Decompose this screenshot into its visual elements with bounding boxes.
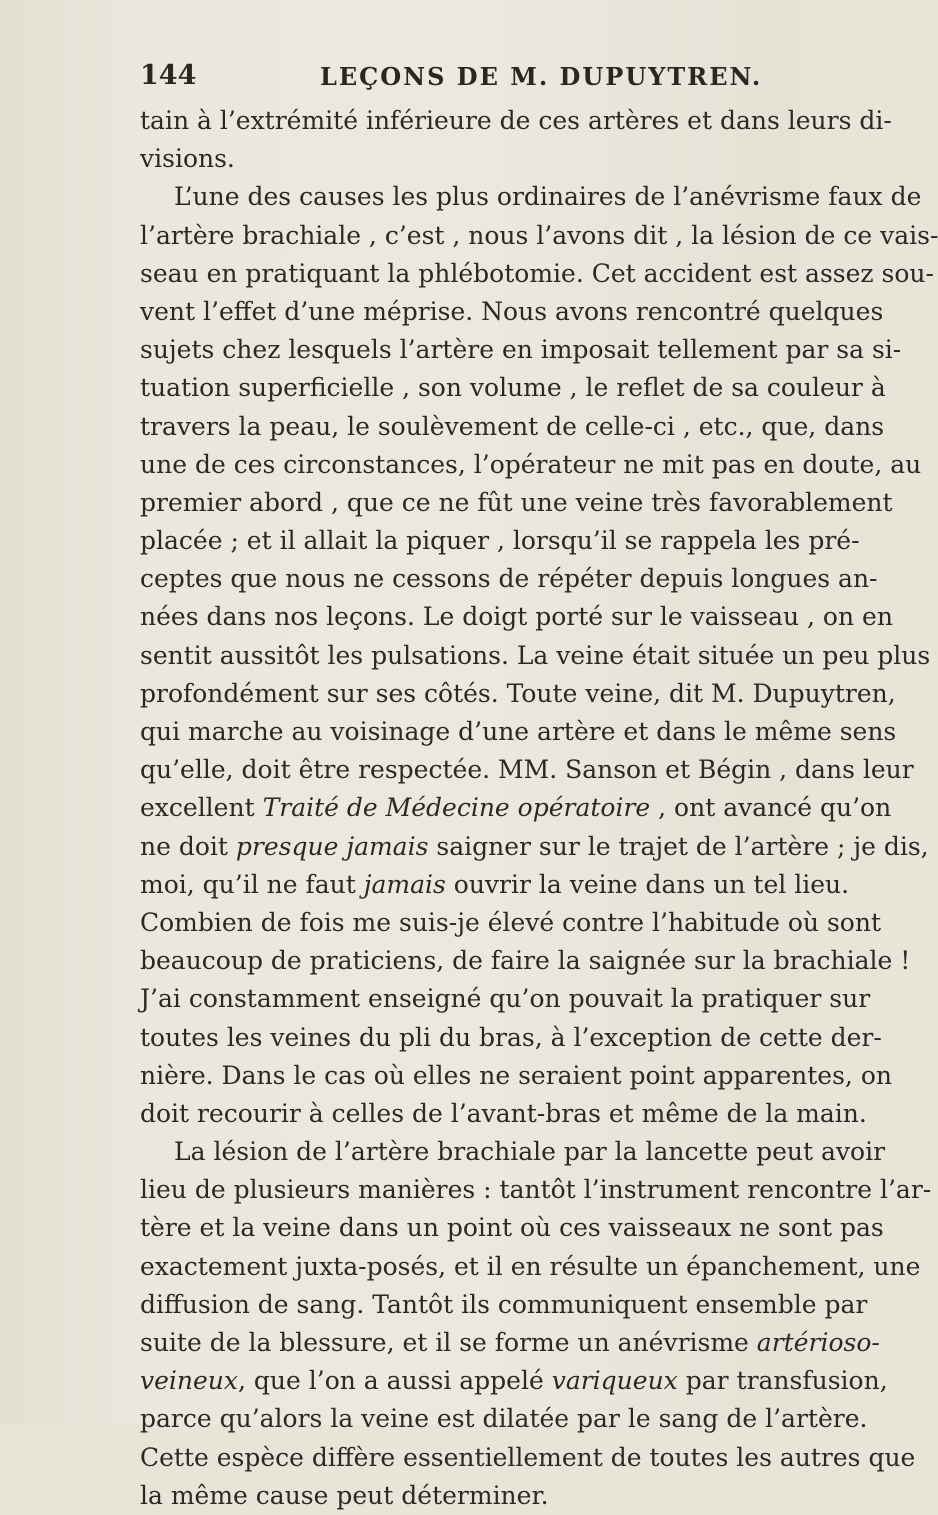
text-line: profondément sur ses côtés. Toute veine, dit M. Dupuytren, (140, 678, 896, 708)
paragraph-start-line: L’une des causes les plus ordinaires de l’anévrisme faux de (174, 182, 922, 212)
text-line: beaucoup de praticiens, de faire la saignée sur la brachiale ! (140, 946, 911, 976)
text-line: visions. (140, 144, 235, 174)
italic-term: variqueux (551, 1366, 678, 1396)
text-line: qu’elle, doit être respectée. MM. Sanson et Bégin , dans leur (140, 755, 914, 785)
text-line (140, 828, 929, 866)
text-line: tuation superficielle , son volume , le reflet de sa couleur à (140, 373, 886, 403)
text-line: ceptes que nous ne cessons de répéter depuis longues an- (140, 564, 878, 594)
text-line (140, 1324, 880, 1362)
text-run: , ont avancé qu’on (650, 793, 892, 823)
text-line: travers la peau, le soulèvement de celle-ci , etc., que, dans (140, 411, 885, 441)
text-line: l’artère brachiale , c’est , nous l’avons dit , la lésion de ce vais- (140, 220, 938, 250)
text-run: ouvrir la veine dans un tel lieu. (445, 869, 850, 899)
text-line: J’ai constamment enseigné qu’on pouvait la pratiquer sur (140, 984, 871, 1014)
text-line: diffusion de sang. Tantôt ils communiquent ensemble par (140, 1289, 868, 1319)
page-header (138, 60, 778, 96)
running-head: LEÇONS DE M. DUPUYTREN. (320, 62, 763, 91)
body-text (140, 102, 938, 1515)
text-run: saigner sur le trajet de l’artère ; je dis, (428, 831, 929, 861)
italic-emphasis: presque jamais (235, 831, 429, 861)
text-line: une de ces circonstances, l’opérateur ne mit pas en doute, au (140, 449, 922, 479)
text-line (140, 789, 892, 827)
italic-title: Traité de Médecine opératoire (262, 793, 651, 823)
text-line: premier abord , que ce ne fût une veine très favorablement (140, 487, 893, 517)
text-run: par transfusion, (677, 1366, 888, 1396)
italic-term: veineux (140, 1366, 239, 1396)
page-number: 144 (140, 60, 197, 91)
text-line: sentit aussitôt les pulsations. La veine était située un peu plus (140, 640, 931, 670)
text-line: seau en pratiquant la phlébotomie. Cet accident est assez sou- (140, 258, 934, 288)
text-line: Combien de fois me suis-je élevé contre l’habitude où sont (140, 907, 882, 937)
text-line (140, 1362, 888, 1400)
text-line: placée ; et il allait la piquer , lorsqu’il se rappela les pré- (140, 526, 860, 556)
italic-term: artérioso- (756, 1328, 880, 1357)
text-line: toutes les veines du pli du bras, à l’exception de cette der- (140, 1022, 882, 1052)
paragraph-start-line: La lésion de l’artère brachiale par la lancette peut avoir (174, 1137, 886, 1167)
text-line: tère et la veine dans un point où ces vaisseaux ne sont pas (140, 1213, 884, 1243)
text-run: moi, qu’il ne faut (140, 869, 364, 899)
text-line: vent l’effet d’une méprise. Nous avons rencontré quelques (140, 296, 884, 326)
italic-emphasis: jamais (363, 869, 446, 899)
text-line: exactement juxta-posés, et il en résulte un épanchement, une (140, 1251, 921, 1281)
text-line: parce qu’alors la veine est dilatée par le sang de l’artère. (140, 1404, 868, 1434)
text-line: sujets chez lesquels l’artère en imposait tellement par sa si- (140, 335, 902, 365)
text-line: doit recourir à celles de l’avant-bras et même de la main. (140, 1098, 867, 1128)
text-run: ne doit (140, 831, 236, 861)
text-run: excellent (140, 793, 263, 823)
text-run: suite de la blessure, et il se forme un anévrisme (140, 1328, 757, 1357)
text-line: nées dans nos leçons. Le doigt porté sur le vaisseau , on en (140, 602, 893, 632)
text-line (140, 866, 850, 904)
text-line: qui marche au voisinage d’une artère et dans le même sens (140, 717, 897, 746)
text-line: la même cause peut déterminer. (140, 1480, 549, 1510)
text-run: , que l’on a aussi appelé (238, 1366, 552, 1396)
text-line: Cette espèce diffère essentiellement de toutes les autres que (140, 1442, 916, 1472)
text-line: nière. Dans le cas où elles ne seraient point apparentes, on (140, 1060, 892, 1090)
text-line: lieu de plusieurs manières : tantôt l’instrument rencontre l’ar- (140, 1175, 932, 1205)
text-line: tain à l’extrémité inférieure de ces artères et dans leurs di- (140, 106, 892, 135)
